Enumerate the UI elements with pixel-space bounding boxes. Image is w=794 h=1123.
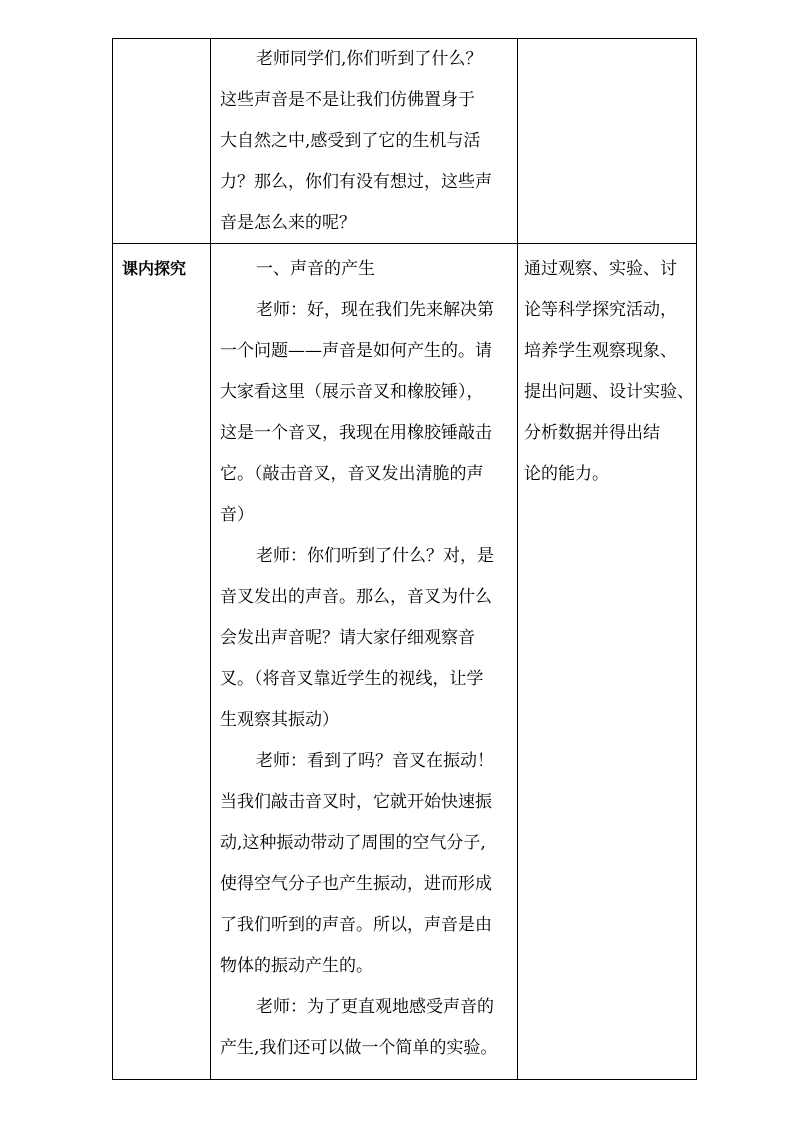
paragraph-line: 产生,我们还可以做一个简单的实验。 [220,1038,498,1058]
column-divider [517,39,518,1079]
paragraph-line: 大自然之中,感受到了它的生机与活 [220,131,481,151]
section-heading: 一、声音的产生 [256,259,375,279]
paragraph-line: 物体的振动产生的。 [220,956,373,976]
goal-line: 通过观察、实验、讨 [524,259,677,279]
paragraph-line: 力？那么，你们有没有想过，这些声 [220,172,492,192]
paragraph-line: 老师同学们,你们听到了什么？ [256,49,483,69]
goal-line: 分析数据并得出结 [524,423,660,443]
paragraph-line: 当我们敲击音叉时，它就开始快速振 [220,792,492,812]
goal-line: 论的能力。 [524,464,609,484]
paragraph-line: 一个问题——声音是如何产生的。请 [220,341,492,361]
paragraph-line: 使得空气分子也产生振动，进而形成 [220,874,492,894]
goal-line: 提出问题、设计实验、 [524,382,694,402]
paragraph-line: 老师：好，现在我们先来解决第 [256,300,494,320]
goal-line: 培养学生观察现象、 [524,341,677,361]
row2-label: 课内探究 [122,259,187,278]
lesson-table [112,38,697,1080]
paragraph-line: 老师：为了更直观地感受声音的 [256,997,494,1017]
paragraph-line: 会发出声音呢？请大家仔细观察音 [220,628,475,648]
row1-content [220,39,492,244]
paragraph-line: 生观察其振动） [220,710,339,730]
paragraph-line: 这些声音是不是让我们仿佛置身于 [220,90,475,110]
paragraph-line: 动,这种振动带动了周围的空气分子, [220,833,486,853]
paragraph-line: 叉。（将音叉靠近学生的视线，让学 [220,669,484,689]
row2-goals [524,249,694,495]
paragraph-line: 音） [220,505,254,525]
row2-content [220,249,497,1069]
paragraph-line: 音叉发出的声音。那么，音叉为什么 [220,587,492,607]
paragraph-line: 音是怎么来的呢？ [220,213,356,233]
paragraph-line: 老师：你们听到了什么？对，是 [256,546,494,566]
goal-line: 论等科学探究活动， [524,300,677,320]
paragraph-line: 了我们听到的声音。所以，声音是由 [220,915,492,935]
paragraph-line: 它。（敲击音叉，音叉发出清脆的声 [220,464,484,484]
column-divider [210,39,211,1079]
paragraph-line: 老师：看到了吗？音叉在振动！ [256,751,494,771]
paragraph-line: 这是一个音叉，我现在用橡胶锤敲击 [220,423,492,443]
paragraph-line: 大家看这里（展示音叉和橡胶锤）， [220,382,484,402]
